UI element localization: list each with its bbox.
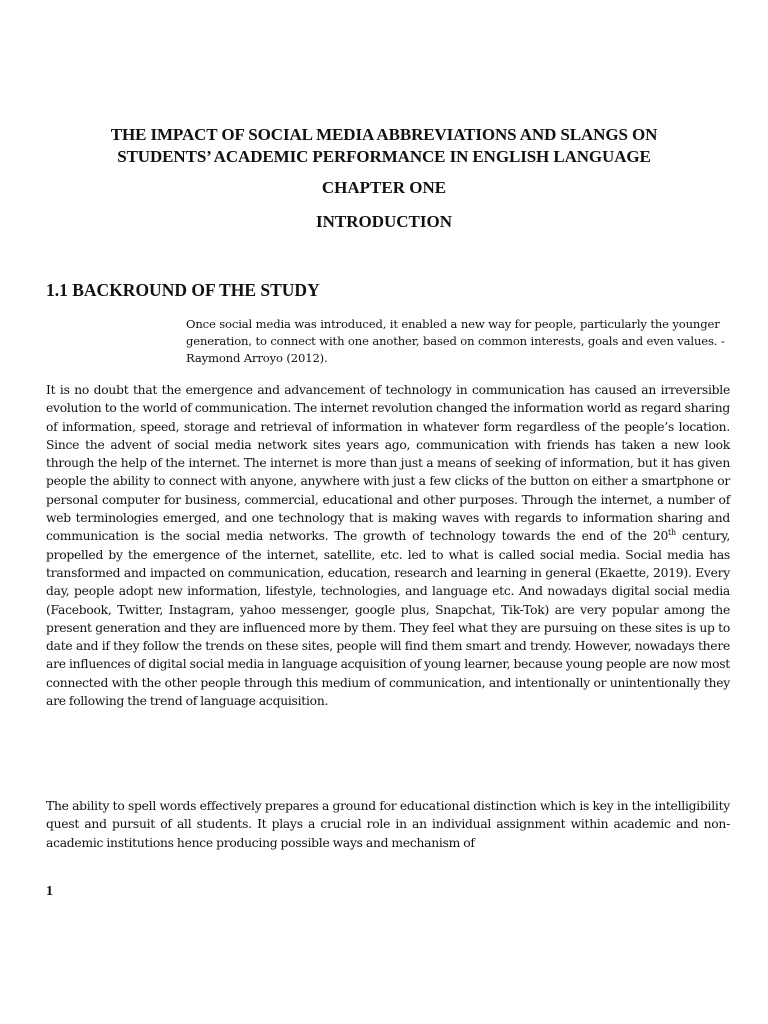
page-number: 1 bbox=[46, 884, 53, 899]
section-heading: 1.1 BACKROUND OF THE STUDY bbox=[46, 280, 320, 300]
document-title bbox=[40, 124, 728, 168]
chapter-title: INTRODUCTION bbox=[315, 212, 453, 231]
body-paragraph-1 bbox=[46, 381, 730, 710]
title-line-2: STUDENTS’ ACADEMIC PERFORMANCE IN ENGLISH LANGUAGE bbox=[117, 147, 651, 166]
paragraph-1-text-b: century, propelled by the emergence of the internet, satellite, etc. led to what is called social media. Social media has transformed and impacted on communication, education, research and learning in general (Ekaette, 2019). Every day, people adopt new information, lifestyle, technologies, and language etc. And nowadays digital social media (Facebook, Twitter, Instagram, yahoo messenger, google plus, Snapchat, Tik-Tok) are very popular among the present generation and they are influenced more by them. They feel what they are pursuing on these sites is up to date and if they follow the trends on these sites, people will find them smart and trendy. However, nowadays there are influences of digital social media in language acquisition of young learner, because young people are now most connected with the other people through this medium of communication, and intentionally or unintentionally they are following the trend of language acquisition. bbox=[46, 529, 730, 709]
paragraph-1-text-a: It is no doubt that the emergence and advancement of technology in communication has caused an irreversible evolution to the world of communication. The internet revolution changed the information world as regard sharing of information, speed, storage and retrieval of information in whatever form regardless of the people’s location. Since the advent of social media network sites years ago, communication with friends has taken a new look through the help of the internet. The internet is more than just a means of seeking of information, but it has given people the ability to connect with anyone, anywhere with just a few clicks of the button on either a smartphone or personal computer for business, commercial, educational and other purposes. Through the internet, a number of web terminologies emerged, and one technology that is making waves with regards to information sharing and communication is the social media networks. The growth of technology towards the end of the 20 bbox=[46, 383, 730, 544]
superscript-th: th bbox=[668, 528, 676, 538]
title-line-1: THE IMPACT OF SOCIAL MEDIA ABBREVIATIONS AND SLANGS ON bbox=[110, 125, 658, 144]
chapter-heading: CHAPTER ONE bbox=[321, 178, 447, 197]
block-quote: Once social media was introduced, it enabled a new way for people, particularly the younger generation, to connect with one another, based on common interests, goals and even values. - Raymond Arroyo (2012). bbox=[186, 317, 725, 365]
body-paragraph-2: The ability to spell words effectively prepares a ground for educational distinction which is key in the intelligibility quest and pursuit of all students. It plays a crucial role in an individual assignment within academic and non-academic institutions hence producing possible ways and mechanism of bbox=[46, 799, 730, 850]
